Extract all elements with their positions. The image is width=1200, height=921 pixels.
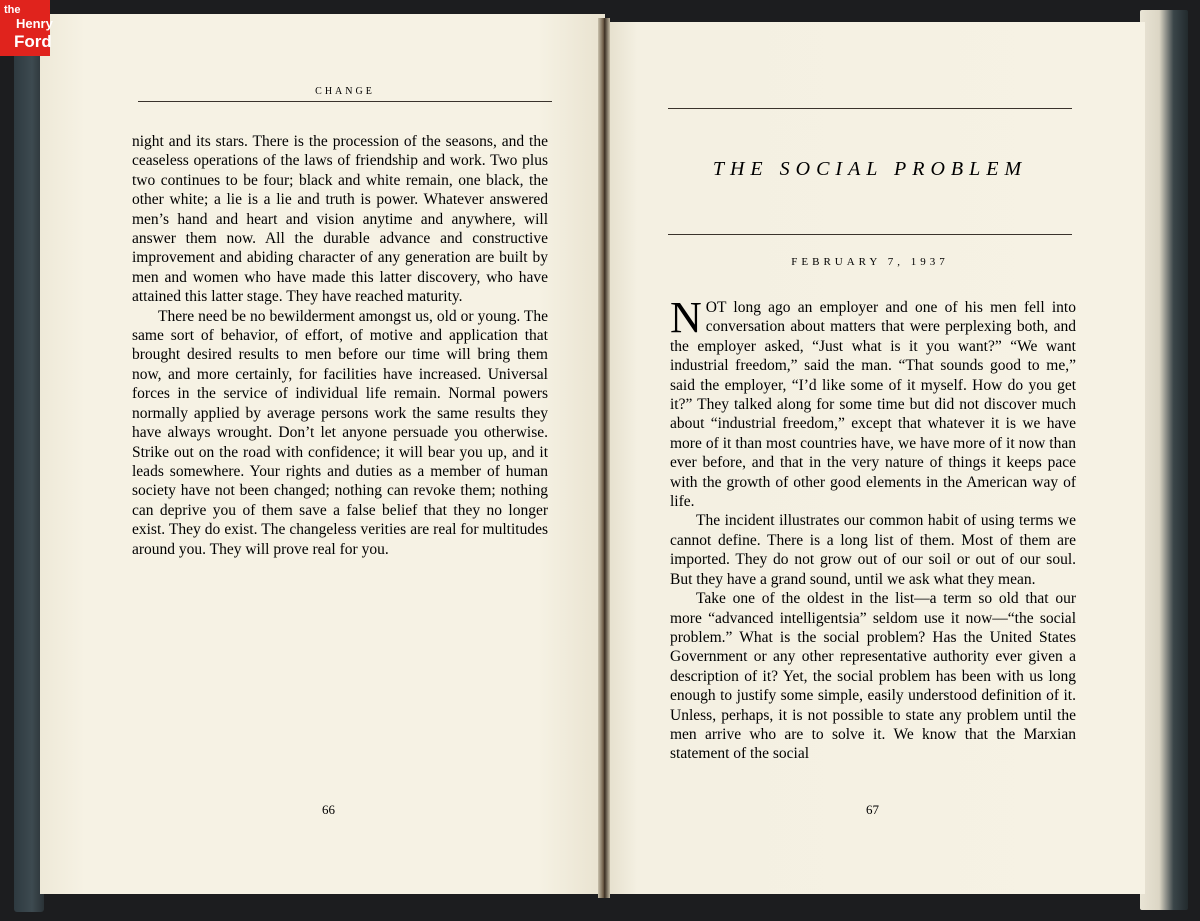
chapter-rule-bottom bbox=[668, 234, 1072, 235]
right-paragraph-1-text: OT long ago an employer and one of his men fell into conversation about matters that were perplexing both, and the employer asked, “Just what is it you want?” “We want industrial freedom,” said the man. “That sounds good to me,” said the employer, “I’d like some of it myself. How do you get it?” They talked along for some time but did not discover much about “industrial freedom,” except that whatever it is we have more of it than most countries have, we have more of it now than ever before, and that in the very nature of things it keeps pace with the growth of other good elements in the American way of life. bbox=[670, 299, 1076, 511]
right-page-number: 67 bbox=[866, 802, 879, 817]
running-head-rule bbox=[138, 101, 552, 102]
right-page-text bbox=[670, 293, 1076, 764]
book-page-stack-right-edge bbox=[1140, 10, 1188, 910]
right-paragraph-1 bbox=[670, 293, 1076, 511]
right-paragraph-2: The incident illustrates our common habit of using terms we cannot define. There is a long list of them. Most of them are imported. They do not grow out of our soil or out of our soul. But they have a grand sound, until we ask what they mean. bbox=[670, 512, 1076, 588]
drop-cap: N bbox=[670, 293, 702, 342]
logo-ford: Ford bbox=[14, 32, 52, 51]
left-page-text bbox=[132, 132, 548, 559]
chapter-rule-top bbox=[668, 108, 1072, 109]
logo-henry: Henry bbox=[16, 16, 53, 31]
logo-the: the bbox=[4, 4, 21, 16]
book-gutter bbox=[598, 18, 610, 898]
left-paragraph-1: night and its stars. There is the procession of the seasons, and the ceaseless operations of the laws of friendship and work. Two plus two continues to be four; black and white remain, one black, the other white; a lie is a lie and truth is power. Whatever answered men’s hand and heart and vision anytime and anywhere, will answer them now. All the durable advance and constructive improvement and abiding character of any generation are built by men and women who have made this latter discovery, who have attained this latter stage. They have reached maturity. bbox=[132, 133, 548, 306]
left-page-number: 66 bbox=[322, 802, 335, 817]
right-paragraph-3: Take one of the oldest in the list—a term so old that our more “advanced intelligentsia” seldom use it now—“the social problem.” What is the social problem? Has the United States Government or any other representative authority ever given a description of it? Yet, the social problem has been with us long enough to justify some simple, easily understood definition of it. Unless, perhaps, it is not possible to state any problem until the men arrive who are to solve it. We know that the Marxian statement of the social bbox=[670, 590, 1076, 763]
chapter-date: FEBRUARY 7, 1937 bbox=[791, 256, 949, 268]
left-paragraph-2: There need be no bewilderment amongst us, old or young. The same sort of behavior, of effort, of motive and application that brought desired results to men before our time will bring them now, and more certainly, for facilities have increased. Universal forces in the service of individual life remain. Normal powers normally applied by average persons work the same results they have always wrought. Don’t let anyone persuade you otherwise. Strike out on the road with confidence; it will bear you up, and it leads somewhere. Your rights and duties as a member of human society have not been changed; nothing can revoke them; nothing can deprive you of them save a false belief that they no longer exist. They do exist. The changeless verities are real for multitudes around you. They will prove real for you. bbox=[132, 307, 548, 558]
chapter-title: THE SOCIAL PROBLEM bbox=[712, 158, 1028, 180]
running-head: CHANGE bbox=[315, 86, 375, 97]
henry-ford-logo bbox=[0, 0, 53, 56]
